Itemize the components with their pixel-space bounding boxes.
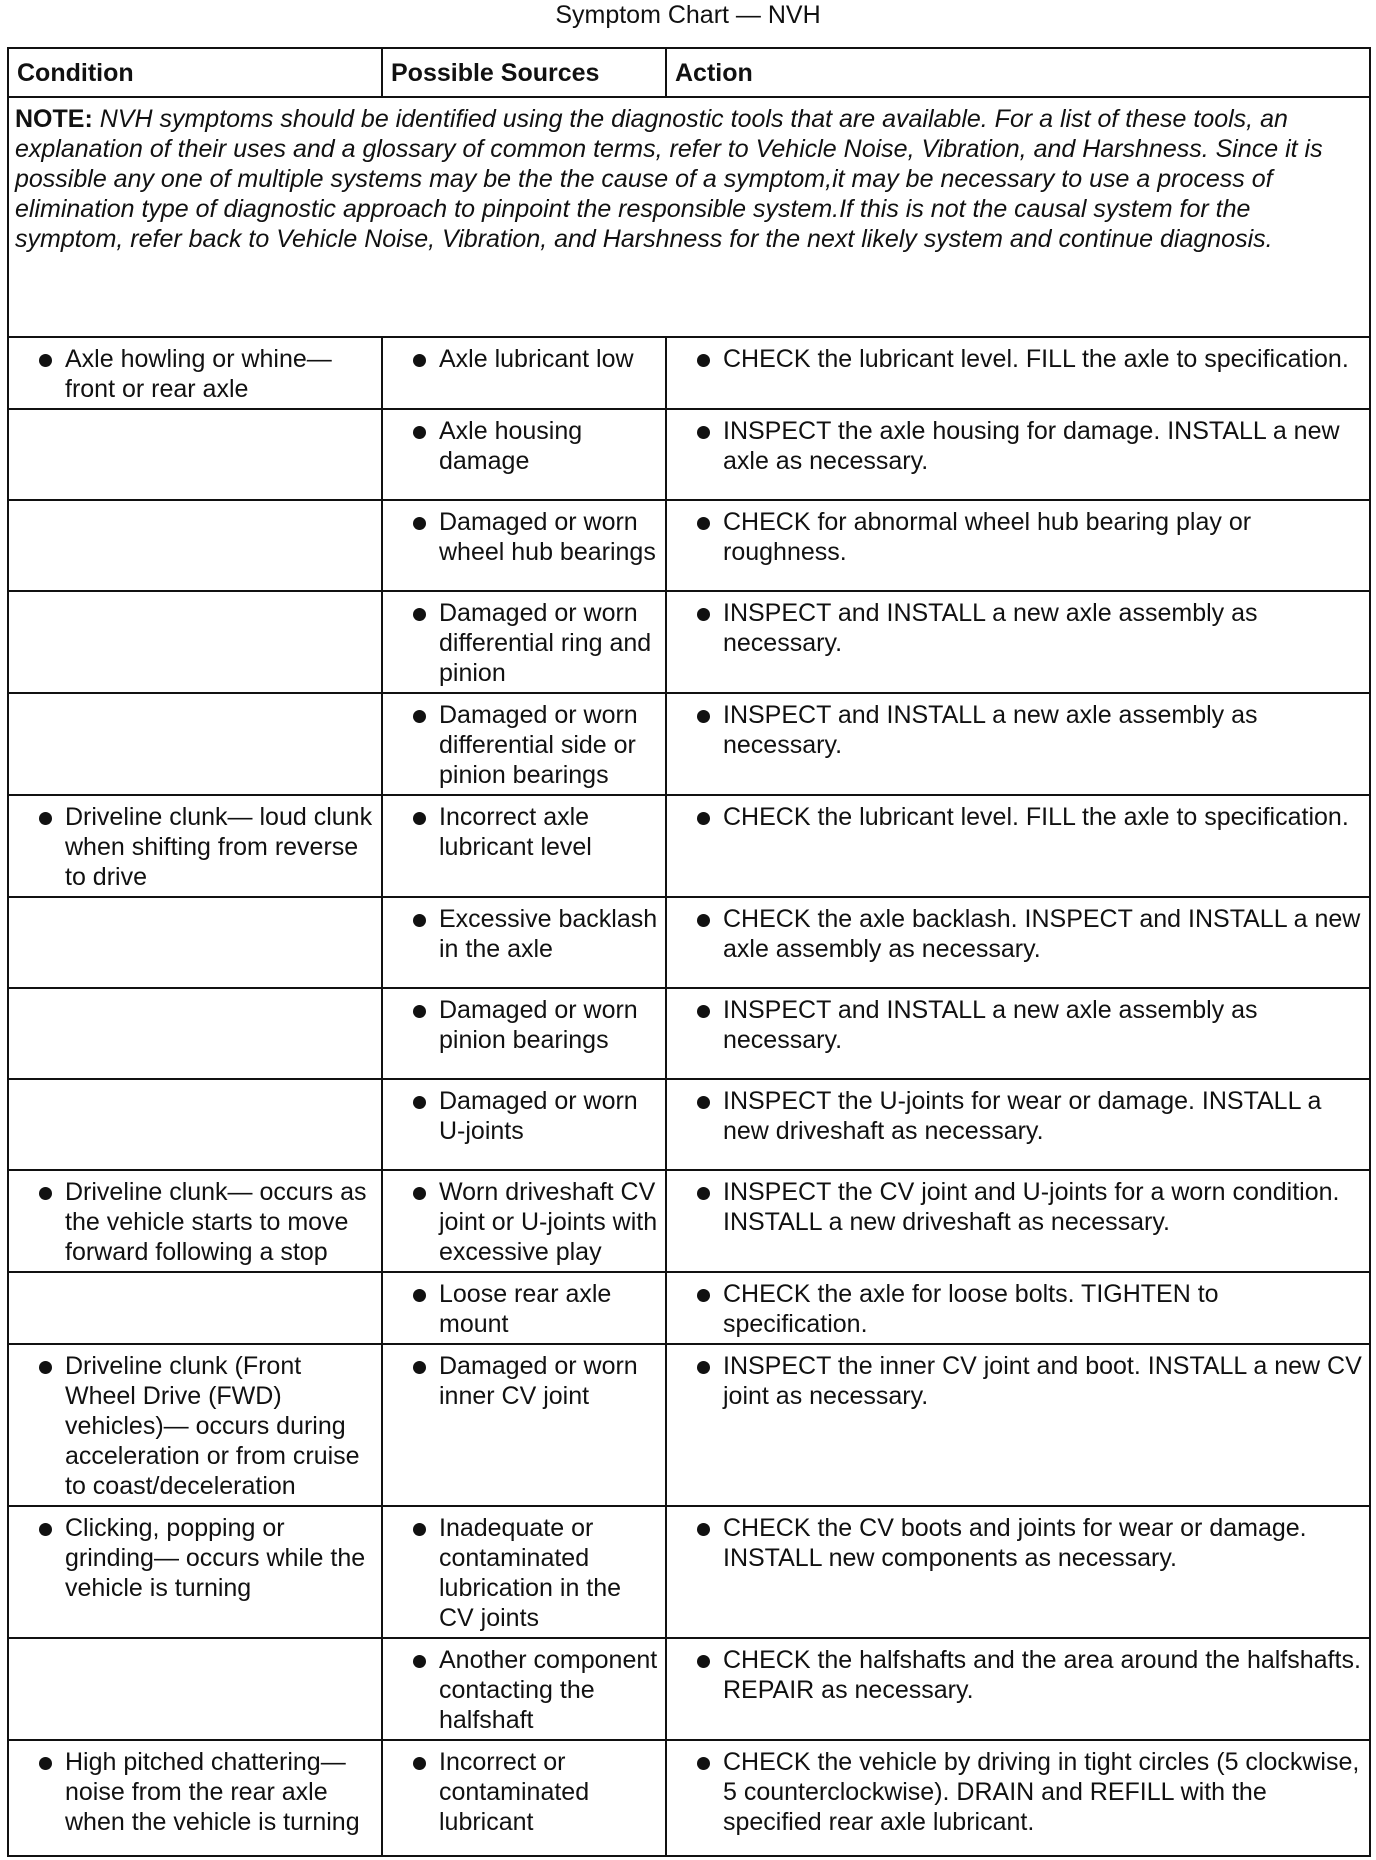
bullet-item (673, 416, 1363, 476)
source-cell (382, 1344, 666, 1506)
bullet-icon (413, 1361, 426, 1374)
table-row (8, 1170, 1370, 1272)
note-row (8, 97, 1370, 337)
action-cell (666, 693, 1370, 795)
bullet-icon (697, 354, 710, 367)
bullet-icon (697, 426, 710, 439)
bullet-icon (413, 1655, 426, 1668)
action-cell (666, 1638, 1370, 1740)
source-text: Damaged or worn pinion bearings (439, 996, 638, 1054)
source-cell (382, 1079, 666, 1170)
condition-cell (8, 337, 382, 409)
bullet-icon (39, 354, 52, 367)
source-cell (382, 409, 666, 500)
bullet-item (389, 344, 659, 374)
source-cell (382, 1170, 666, 1272)
condition-cell (8, 1638, 382, 1740)
bullet-icon (413, 1096, 426, 1109)
action-text: CHECK the axle backlash. INSPECT and INSTALL a new axle assembly as necessary. (723, 905, 1361, 963)
source-cell (382, 337, 666, 409)
bullet-icon (413, 608, 426, 621)
action-cell (666, 337, 1370, 409)
bullet-icon (697, 812, 710, 825)
bullet-item (673, 1351, 1363, 1411)
source-cell (382, 1740, 666, 1856)
table-row (8, 1079, 1370, 1170)
action-cell (666, 897, 1370, 988)
bullet-item (389, 904, 659, 964)
bullet-icon (413, 1289, 426, 1302)
bullet-item (673, 904, 1363, 964)
bullet-item (673, 1513, 1363, 1573)
bullet-item (389, 1513, 659, 1633)
bullet-icon (413, 812, 426, 825)
bullet-item (389, 1645, 659, 1735)
condition-cell (8, 693, 382, 795)
source-cell (382, 693, 666, 795)
source-text: Damaged or worn U-joints (439, 1087, 638, 1145)
bullet-item (15, 1177, 375, 1267)
bullet-icon (697, 608, 710, 621)
action-text: INSPECT and INSTALL a new axle assembly as necessary. (723, 599, 1258, 657)
condition-text: Driveline clunk— occurs as the vehicle starts to move forward following a stop (65, 1178, 367, 1266)
header-condition: Condition (8, 48, 382, 97)
bullet-icon (39, 1523, 52, 1536)
source-text: Inadequate or contaminated lubrication in the CV joints (439, 1514, 622, 1632)
header-row (8, 48, 1370, 97)
bullet-item (15, 344, 375, 404)
table-row (8, 591, 1370, 693)
source-cell (382, 1638, 666, 1740)
bullet-item (389, 1279, 659, 1339)
bullet-icon (697, 1005, 710, 1018)
bullet-icon (413, 354, 426, 367)
action-text: INSPECT the inner CV joint and boot. INSTALL a new CV joint as necessary. (723, 1352, 1362, 1410)
bullet-icon (413, 1005, 426, 1018)
source-text: Damaged or worn inner CV joint (439, 1352, 638, 1410)
bullet-icon (39, 812, 52, 825)
note-label: NOTE: (15, 105, 93, 133)
bullet-item (673, 802, 1363, 832)
header-action: Action (666, 48, 1370, 97)
bullet-item (389, 1747, 659, 1837)
source-text: Another component contacting the halfshaft (439, 1646, 658, 1734)
source-cell (382, 897, 666, 988)
bullet-icon (413, 1523, 426, 1536)
condition-text: Clicking, popping or grinding— occurs while the vehicle is turning (65, 1514, 366, 1602)
table-row (8, 500, 1370, 591)
bullet-icon (697, 1187, 710, 1200)
note-text: NVH symptoms should be identified using the diagnostic tools that are available. For a list of these tools, an explanation of their uses and a glossary of common terms, refer to Vehicle Noise, Vibration, and Harshness. Since it is possible any one of multiple systems may be the the cause of a symptom,it may be necessary to use a process of elimination type of diagnostic approach to pinpoint the responsible system.If this is not the causal system for the symptom, refer back to Vehicle Noise, Vibration, and Harshness for the next likely system and continue diagnosis. (15, 105, 1323, 253)
bullet-item (15, 1513, 375, 1603)
source-text: Worn driveshaft CV joint or U-joints with excessive play (439, 1178, 658, 1266)
source-text: Excessive backlash in the axle (439, 905, 658, 963)
condition-cell (8, 1344, 382, 1506)
action-cell (666, 1079, 1370, 1170)
action-cell (666, 1170, 1370, 1272)
bullet-icon (697, 1361, 710, 1374)
action-text: CHECK the axle for loose bolts. TIGHTEN to specification. (723, 1280, 1219, 1338)
source-text: Damaged or worn differential side or pinion bearings (439, 701, 638, 789)
action-cell (666, 988, 1370, 1079)
action-text: CHECK the vehicle by driving in tight circles (5 clockwise, 5 counterclockwise). DRAIN and REFILL with the specified rear axle lubricant. (723, 1748, 1360, 1836)
bullet-icon (697, 1289, 710, 1302)
bullet-icon (413, 1187, 426, 1200)
table-row (8, 1272, 1370, 1344)
source-cell (382, 795, 666, 897)
bullet-item (15, 1351, 375, 1501)
condition-cell (8, 1506, 382, 1638)
table-row (8, 1740, 1370, 1856)
action-text: CHECK the halfshafts and the area around the halfshafts. REPAIR as necessary. (723, 1646, 1361, 1704)
action-text: INSPECT the CV joint and U-joints for a worn condition. INSTALL a new driveshaft as necessary. (723, 1178, 1340, 1236)
source-text: Incorrect axle lubricant level (439, 803, 592, 861)
table-row (8, 409, 1370, 500)
action-cell (666, 500, 1370, 591)
condition-text: Driveline clunk (Front Wheel Drive (FWD) vehicles)— occurs during acceleration or from cruise to coast/deceleration (65, 1352, 360, 1500)
bullet-icon (697, 517, 710, 530)
condition-text: Axle howling or whine— front or rear axle (65, 345, 332, 403)
bullet-item (15, 1747, 375, 1837)
condition-cell (8, 1740, 382, 1856)
bullet-icon (697, 1655, 710, 1668)
action-text: INSPECT the axle housing for damage. INSTALL a new axle as necessary. (723, 417, 1340, 475)
bullet-item (673, 700, 1363, 760)
note-cell (8, 97, 1370, 337)
bullet-item (673, 344, 1363, 374)
source-cell (382, 591, 666, 693)
bullet-item (15, 802, 375, 892)
bullet-item (673, 1279, 1363, 1339)
bullet-item (389, 416, 659, 476)
action-cell (666, 1506, 1370, 1638)
header-sources: Possible Sources (382, 48, 666, 97)
condition-cell (8, 1170, 382, 1272)
table-row (8, 1344, 1370, 1506)
bullet-item (673, 1177, 1363, 1237)
table-row (8, 1506, 1370, 1638)
condition-cell (8, 897, 382, 988)
bullet-item (673, 995, 1363, 1055)
action-cell (666, 591, 1370, 693)
bullet-icon (413, 517, 426, 530)
action-text: INSPECT and INSTALL a new axle assembly as necessary. (723, 701, 1258, 759)
condition-cell (8, 1079, 382, 1170)
bullet-item (389, 1177, 659, 1267)
condition-text: High pitched chattering— noise from the rear axle when the vehicle is turning (65, 1748, 360, 1836)
source-cell (382, 1272, 666, 1344)
bullet-icon (697, 1523, 710, 1536)
bullet-item (673, 1747, 1363, 1837)
source-cell (382, 988, 666, 1079)
bullet-icon (413, 1757, 426, 1770)
table-row (8, 988, 1370, 1079)
table-row (8, 795, 1370, 897)
source-text: Loose rear axle mount (439, 1280, 612, 1338)
action-text: CHECK the lubricant level. FILL the axle to specification. (723, 345, 1349, 373)
condition-cell (8, 409, 382, 500)
source-text: Damaged or worn wheel hub bearings (439, 508, 656, 566)
bullet-icon (39, 1187, 52, 1200)
bullet-item (389, 995, 659, 1055)
bullet-item (389, 1086, 659, 1146)
table-row (8, 337, 1370, 409)
action-cell (666, 409, 1370, 500)
bullet-item (389, 507, 659, 567)
source-text: Incorrect or contaminated lubricant (439, 1748, 590, 1836)
action-cell (666, 795, 1370, 897)
action-cell (666, 1344, 1370, 1506)
bullet-item (673, 598, 1363, 658)
bullet-item (389, 700, 659, 790)
condition-cell (8, 795, 382, 897)
action-text: INSPECT the U-joints for wear or damage. INSTALL a new driveshaft as necessary. (723, 1087, 1322, 1145)
action-cell (666, 1272, 1370, 1344)
source-text: Damaged or worn differential ring and pinion (439, 599, 652, 687)
action-cell (666, 1740, 1370, 1856)
condition-cell (8, 591, 382, 693)
action-text: CHECK the lubricant level. FILL the axle to specification. (723, 803, 1349, 831)
bullet-icon (413, 914, 426, 927)
bullet-icon (39, 1757, 52, 1770)
action-text: CHECK the CV boots and joints for wear or damage. INSTALL new components as necessary. (723, 1514, 1307, 1572)
source-cell (382, 1506, 666, 1638)
action-text: CHECK for abnormal wheel hub bearing play or roughness. (723, 508, 1252, 566)
bullet-item (389, 802, 659, 862)
source-text: Axle lubricant low (439, 345, 634, 373)
bullet-icon (697, 710, 710, 723)
bullet-icon (413, 710, 426, 723)
action-text: INSPECT and INSTALL a new axle assembly as necessary. (723, 996, 1258, 1054)
bullet-item (673, 1086, 1363, 1146)
bullet-item (389, 1351, 659, 1411)
source-text: Axle housing damage (439, 417, 583, 475)
source-cell (382, 500, 666, 591)
symptom-chart-table (7, 47, 1371, 1857)
bullet-item (673, 507, 1363, 567)
bullet-item (389, 598, 659, 688)
condition-cell (8, 500, 382, 591)
bullet-icon (697, 1757, 710, 1770)
table-row (8, 897, 1370, 988)
condition-text: Driveline clunk— loud clunk when shifting from reverse to drive (65, 803, 373, 891)
table-row (8, 1638, 1370, 1740)
condition-cell (8, 1272, 382, 1344)
bullet-icon (697, 914, 710, 927)
bullet-item (673, 1645, 1363, 1705)
condition-cell (8, 988, 382, 1079)
page-title: Symptom Chart — NVH (555, 1, 821, 29)
bullet-icon (413, 426, 426, 439)
bullet-icon (697, 1096, 710, 1109)
table-row (8, 693, 1370, 795)
bullet-icon (39, 1361, 52, 1374)
